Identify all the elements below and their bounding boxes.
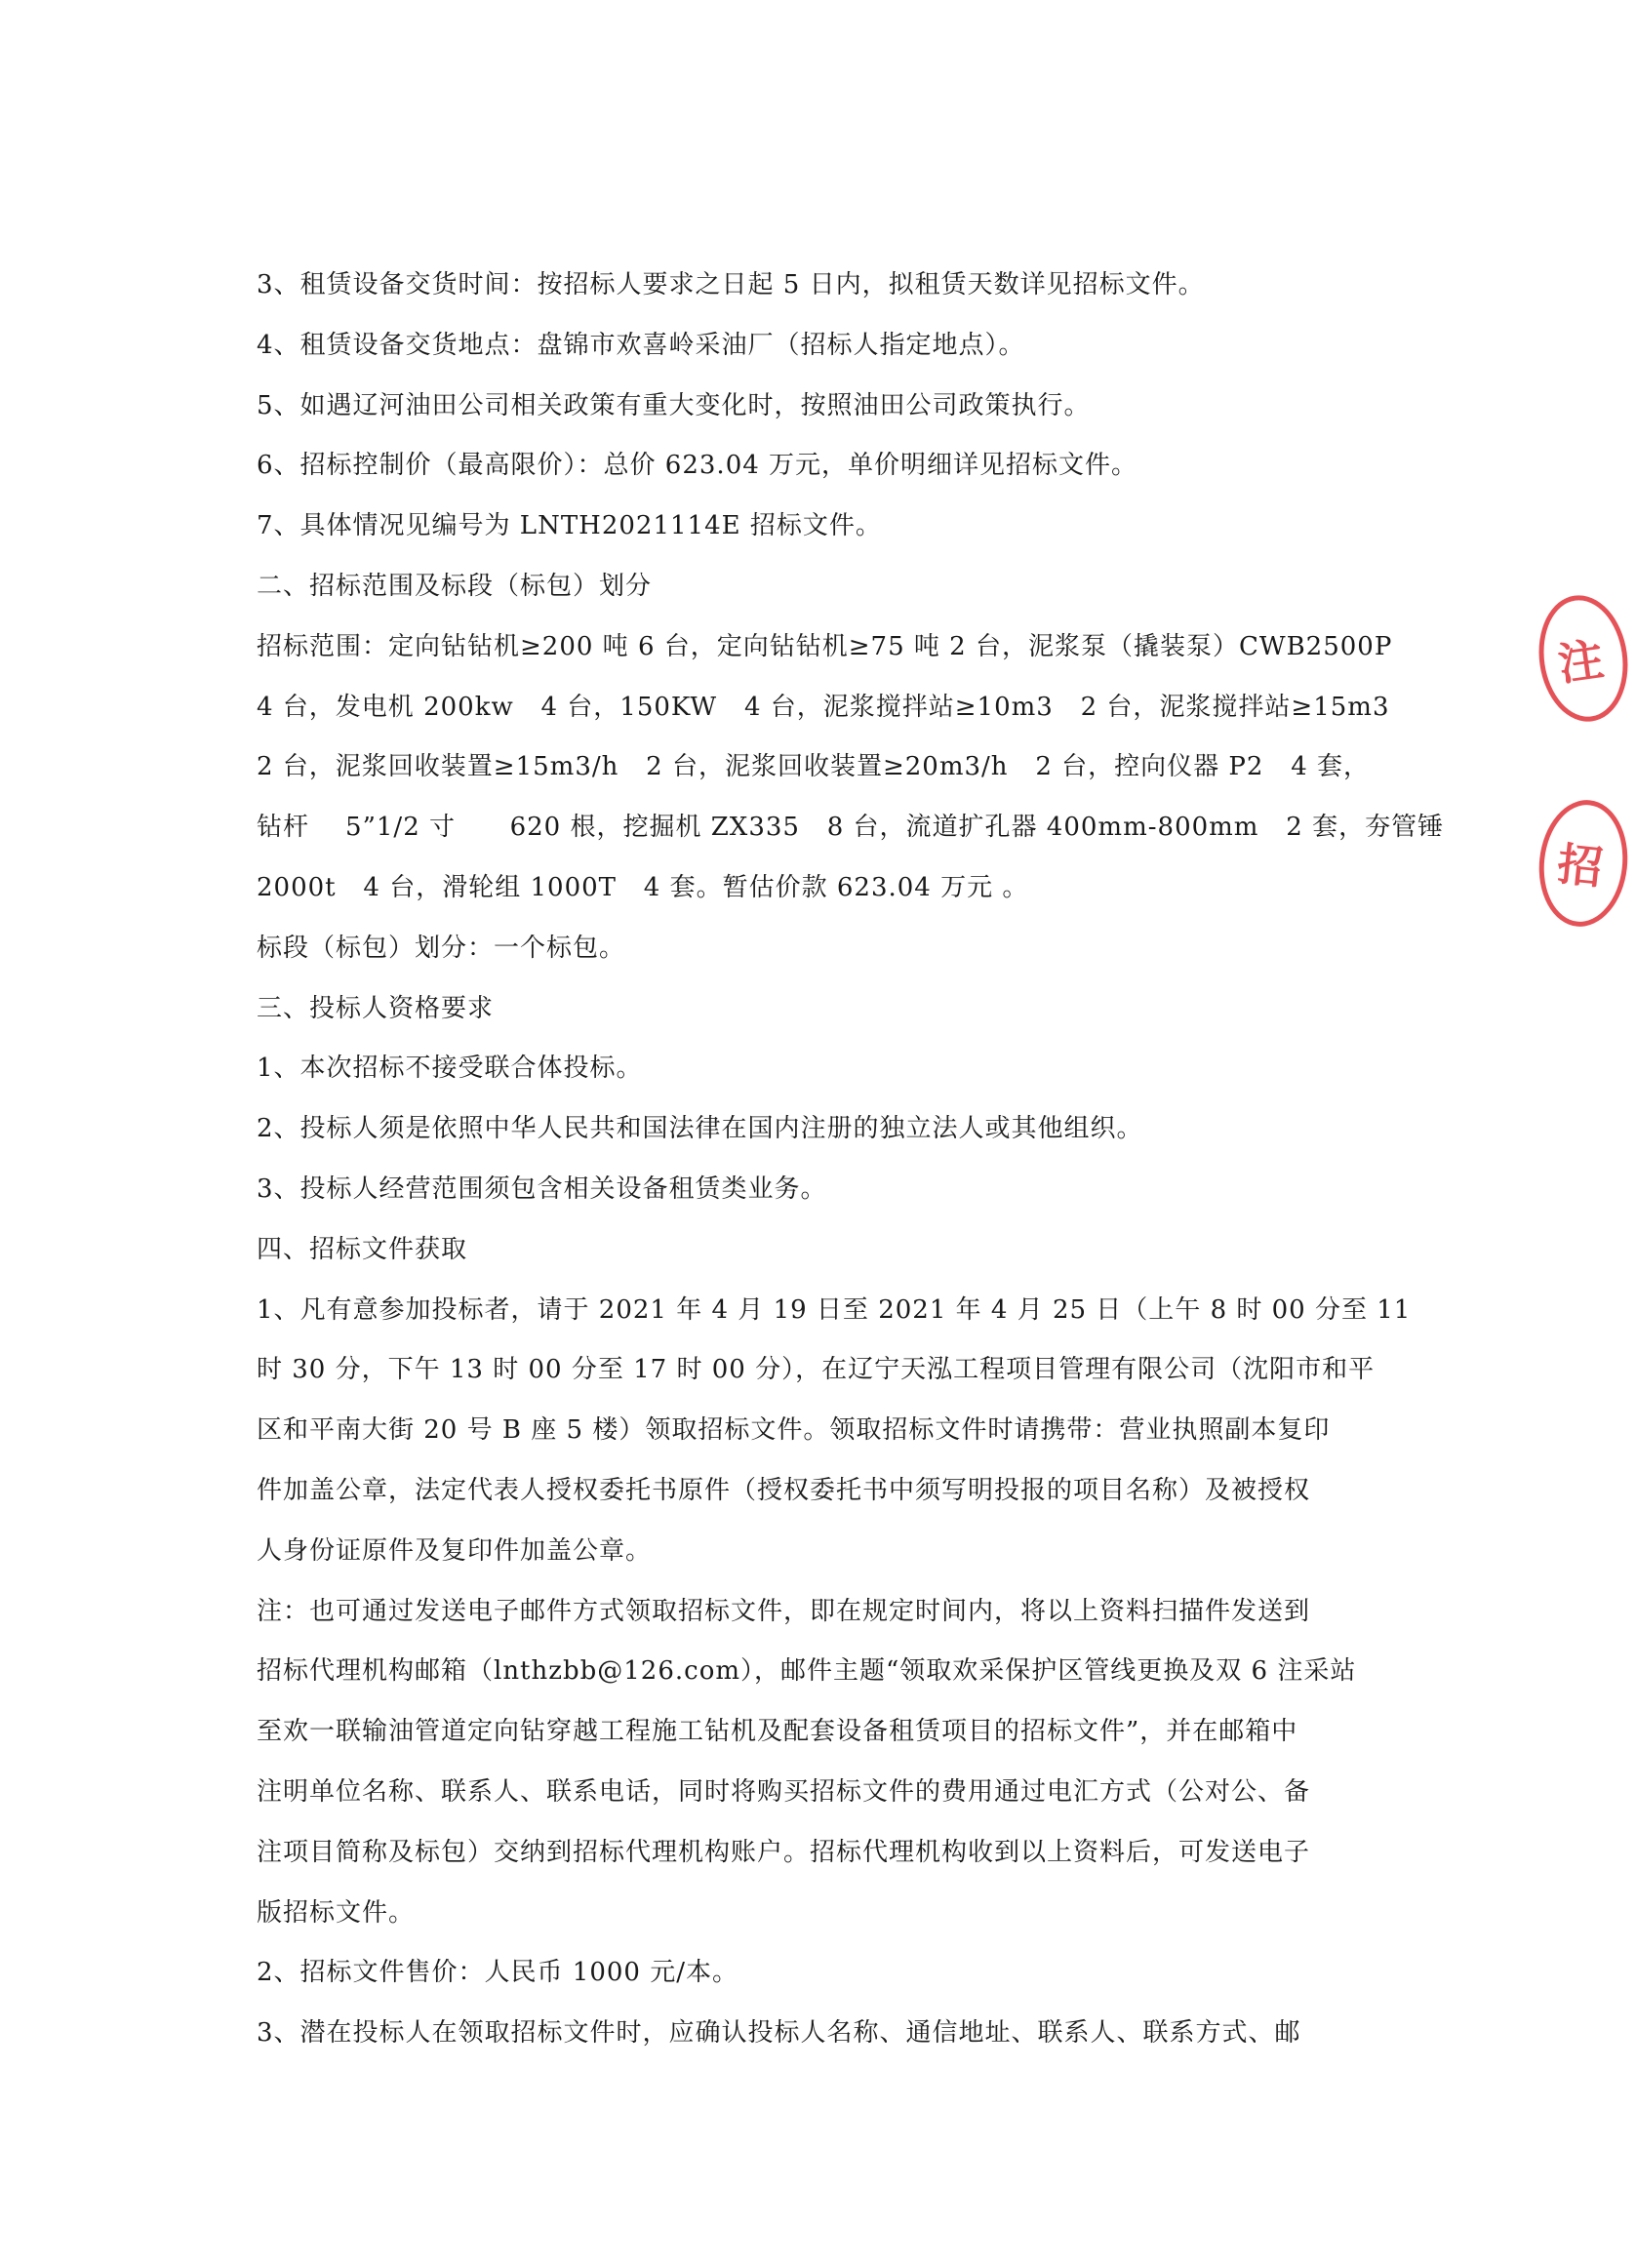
section-heading: 三、投标人资格要求 [257, 993, 495, 1023]
text-line: 7、具体情况见编号为 LNTH2021114E 招标文件。 [257, 511, 882, 541]
text-line: 版招标文件。 [257, 1897, 416, 1928]
text-line: 招标代理机构邮箱（lnthzbb@126.com），邮件主题“领取欢采保护区管线更换及双 6 注采站 [257, 1656, 1357, 1687]
section-heading: 二、招标范围及标段（标包）划分 [257, 571, 653, 601]
text-line: 注明单位名称、联系人、联系电话，同时将购买招标文件的费用通过电汇方式（公对公、备 [257, 1776, 1311, 1807]
text-line: 至欢一联输油管道定向钻穿越工程施工钻机及配套设备租赁项目的招标文件”，并在邮箱中 [257, 1717, 1298, 1747]
text-line: 注：也可通过发送电子邮件方式领取招标文件，即在规定时间内，将以上资料扫描件发送到 [257, 1596, 1311, 1626]
text-line: 时 30 分，下午 13 时 00 分至 17 时 00 分），在辽宁天泓工程项目管理有限公司（沈阳市和平 [257, 1355, 1376, 1385]
text-line: 3、潜在投标人在领取招标文件时，应确认投标人名称、通信地址、联系人、联系方式、邮 [257, 2018, 1301, 2049]
text-line: 招标范围：定向钻钻机≥200 吨 6 台，定向钻钻机≥75 吨 2 台，泥浆泵（撬装泵）CWB2500P [257, 631, 1393, 661]
text-line: 4、租赁设备交货地点：盘锦市欢喜岭采油厂（招标人指定地点）。 [257, 330, 1025, 360]
text-line: 1、本次招标不接受联合体投标。 [257, 1054, 643, 1084]
text-line: 钻杆 5”1/2 寸 620 根，挖掘机 ZX335 8 台，流道扩孔器 400mm-800mm 2 套，夯管锤 [257, 813, 1445, 843]
text-line: 6、招标控制价（最高限价）：总价 623.04 万元，单价明细详见招标文件。 [257, 451, 1138, 481]
text-line: 2、投标人须是依照中华人民共和国法律在国内注册的独立法人或其他组织。 [257, 1114, 1143, 1144]
text-line: 3、租赁设备交货时间：按招标人要求之日起 5 日内，拟租赁天数详见招标文件。 [257, 270, 1205, 299]
red-seal-stamp [1531, 589, 1635, 727]
seal-text: 注 [1554, 632, 1607, 692]
red-seal-stamp [1533, 796, 1633, 932]
text-line: 2、招标文件售价：人民币 1000 元/本。 [257, 1958, 738, 1988]
text-line: 3、投标人经营范围须包含相关设备租赁类业务。 [257, 1174, 827, 1204]
document-body [257, 256, 1445, 2064]
text-line: 标段（标包）划分：一个标包。 [257, 933, 626, 963]
text-line: 2000t 4 台，滑轮组 1000T 4 套。暂估价款 623.04 万元 。 [257, 872, 1029, 902]
text-line: 人身份证原件及复印件加盖公章。 [257, 1535, 653, 1566]
seal-text: 招 [1555, 837, 1606, 895]
text-line: 区和平南大街 20 号 B 座 5 楼）领取招标文件。领取招标文件时请携带：营业执照副本复印 [257, 1415, 1331, 1446]
text-line: 件加盖公章，法定代表人授权委托书原件（授权委托书中须写明投报的项目名称）及被授权 [257, 1475, 1311, 1505]
text-line: 2 台，泥浆回收装置≥15m3/h 2 台，泥浆回收装置≥20m3/h 2 台，控向仪器 P2 4 套， [257, 752, 1371, 782]
text-line: 1、凡有意参加投标者，请于 2021 年 4 月 19 日至 2021 年 4 月 25 日（上午 8 时 00 分至 11 [257, 1294, 1412, 1325]
text-line: 注项目简称及标包）交纳到招标代理机构账户。招标代理机构收到以上资料后，可发送电子 [257, 1837, 1311, 1867]
text-line: 4 台，发电机 200kw 4 台，150KW 4 台，泥浆搅拌站≥10m3 2 台，泥浆搅拌站≥15m3 [257, 692, 1390, 722]
text-line: 5、如遇辽河油田公司相关政策有重大变化时，按照油田公司政策执行。 [257, 390, 1091, 420]
section-heading: 四、招标文件获取 [257, 1234, 468, 1264]
